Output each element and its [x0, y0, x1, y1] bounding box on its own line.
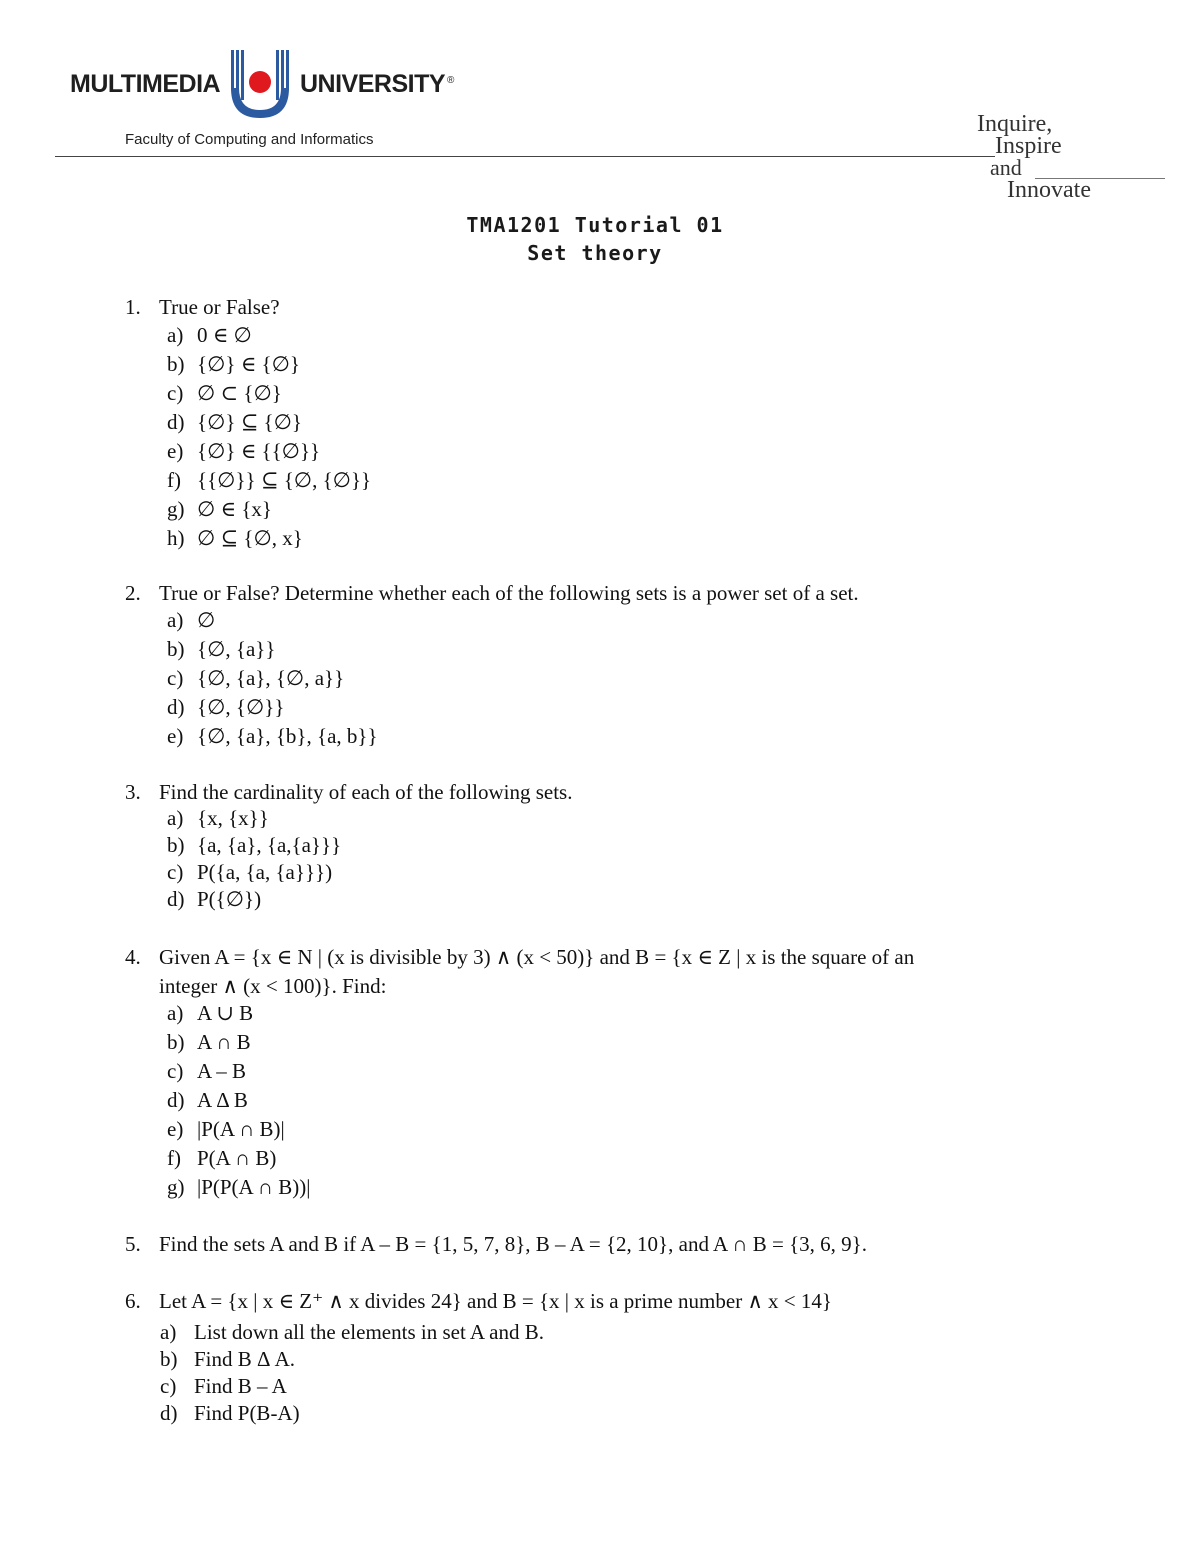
sub-item: c) P({a, {a, {a}}})	[167, 860, 333, 884]
sub-item: d) {∅, {∅}}	[167, 695, 285, 719]
question-number: 2.	[125, 581, 141, 605]
sub-item: e) {∅} ∈ {{∅}}	[167, 439, 321, 463]
sub-item: e) |P(A ∩ B)|	[167, 1117, 285, 1141]
sub-item: a) List down all the elements in set A and B.	[160, 1320, 544, 1344]
university-logo	[70, 48, 470, 120]
question-number: 1.	[125, 295, 141, 319]
question-stem: True or False?	[159, 295, 280, 319]
document-title: TMA1201 Tutorial 01	[466, 213, 724, 237]
sub-item: d) Find P(B-A)	[160, 1401, 300, 1425]
question-stem-continued: integer ∧ (x < 100)}. Find:	[159, 974, 387, 998]
sub-item: c) A – B	[167, 1059, 247, 1083]
sub-item: c) Find B – A	[160, 1374, 287, 1398]
logo-text-left: MULTIMEDIA	[70, 70, 221, 98]
sub-item: b) A ∩ B	[167, 1030, 251, 1054]
sub-item: g) |P(P(A ∩ B))|	[167, 1175, 311, 1199]
logo-text-right: UNIVERSITY ®	[300, 70, 454, 98]
sub-item: b) {a, {a}, {a,{a}}}	[167, 833, 342, 857]
question-number: 4.	[125, 945, 141, 969]
motto-line: Inquire,	[977, 111, 1053, 137]
sub-item: a) 0 ∈ ∅	[167, 323, 252, 347]
question-number: 5.	[125, 1232, 141, 1256]
question-stem: Find the sets A and B if A – B = {1, 5, 7, 8}, B – A = {2, 10}, and A ∩ B = {3, 6, 9}.	[159, 1232, 867, 1256]
sub-item: b) {∅} ∈ {∅}	[167, 352, 300, 376]
sub-item: g) ∅ ∈ {x}	[167, 497, 272, 521]
sub-item: e) {∅, {a}, {b}, {a, b}}	[167, 724, 378, 748]
sub-item: d) A Δ B	[167, 1088, 248, 1112]
sub-item: a) {x, {x}}	[167, 806, 269, 830]
question-stem: Given A = {x ∈ N | (x is divisible by 3) ∧ (x < 50)} and B = {x ∈ Z | x is the square of an	[159, 945, 915, 969]
motto-line: and	[990, 155, 1022, 180]
question-stem: True or False? Determine whether each of the following sets is a power set of a set.	[159, 581, 859, 605]
sub-item: a) ∅	[167, 608, 216, 632]
document-subtitle: Set theory	[527, 241, 663, 265]
sub-item: f) P(A ∩ B)	[167, 1146, 277, 1170]
question-number: 3.	[125, 780, 141, 804]
header-divider	[55, 156, 995, 157]
sub-item: h) ∅ ⊆ {∅, x}	[167, 526, 303, 550]
university-motto	[975, 113, 1091, 201]
sub-item: b) {∅, {a}}	[167, 637, 276, 661]
faculty-name: Faculty of Computing and Informatics	[125, 131, 374, 148]
university-emblem-icon	[225, 48, 295, 120]
sub-item: a) A ∪ B	[167, 1001, 254, 1025]
sub-item: b) Find B Δ A.	[160, 1347, 296, 1371]
sub-item: c) {∅, {a}, {∅, a}}	[167, 666, 345, 690]
question-number: 6.	[125, 1289, 141, 1313]
sub-item: f) {{∅}} ⊆ {∅, {∅}}	[167, 468, 372, 492]
question-stem: Let A = {x | x ∈ Z⁺ ∧ x divides 24} and B = {x | x is a prime number ∧ x < 14}	[159, 1289, 832, 1313]
question-stem: Find the cardinality of each of the following sets.	[159, 780, 573, 804]
sub-item: d) {∅} ⊆ {∅}	[167, 410, 302, 434]
motto-line: Innovate	[1007, 177, 1091, 203]
motto-line: Inspire	[995, 133, 1062, 159]
sub-item: d) P({∅})	[167, 887, 262, 911]
sub-item: c) ∅ ⊂ {∅}	[167, 381, 282, 405]
